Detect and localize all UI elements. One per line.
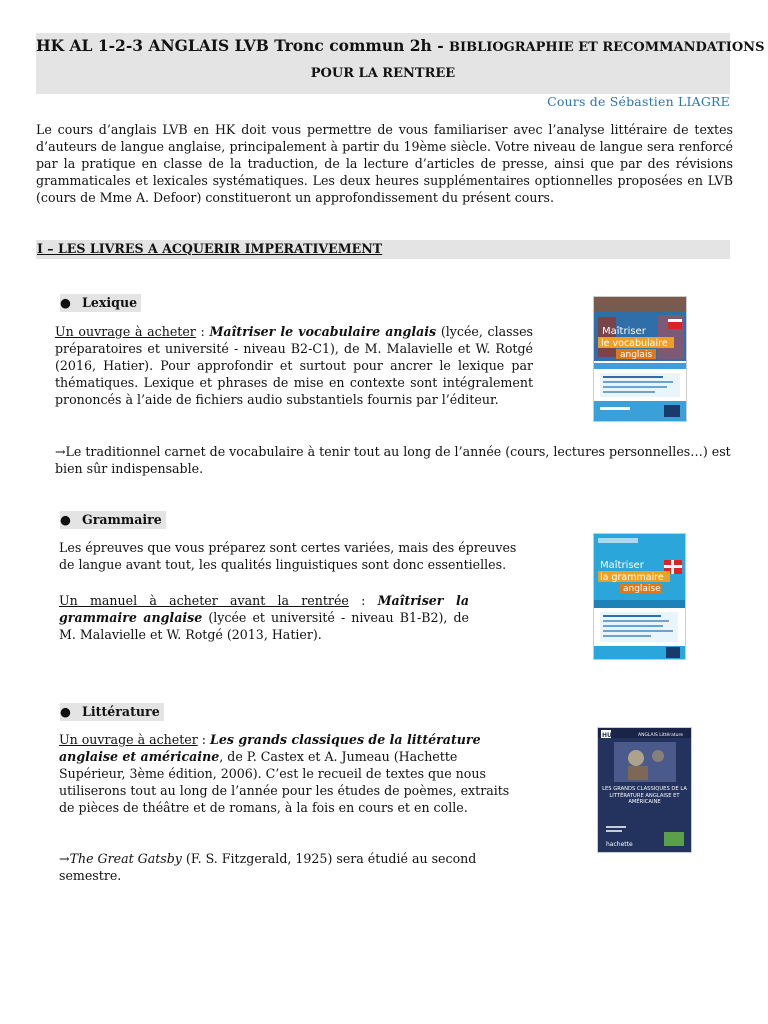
separator: : — [195, 324, 210, 339]
cover-title: LES GRANDS CLASSIQUES DE LA LITTÉRATURE ANGLAISE ET AMÉRICAINE — [602, 786, 687, 806]
cover-line3: anglaise — [623, 584, 661, 594]
bullet-icon: ● — [60, 704, 71, 719]
lexique-paragraph — [55, 323, 533, 408]
litterature-paragraph — [59, 731, 525, 816]
litterature-lead: Un ouvrage à acheter — [59, 732, 198, 747]
book-cover-vocabulaire — [594, 297, 686, 421]
bullet-icon: ● — [60, 295, 71, 310]
cover-line2: le vocabulaire — [601, 338, 668, 349]
cover-line1: Maîtriser — [602, 326, 646, 337]
lexique-heading — [60, 294, 141, 312]
cover-line2: la grammaire — [600, 572, 664, 583]
grammaire-paragraph-1: Les épreuves que vous préparez sont certes variées, mais des épreuves de langue avant tout, les qualités linguistiques sont donc essentielles. — [59, 540, 517, 572]
lexique-lead: Un ouvrage à acheter — [55, 324, 196, 339]
cover-publisher: hachette — [606, 841, 633, 848]
book-cover-grammaire — [594, 534, 685, 659]
bullet-icon: ● — [60, 512, 71, 527]
lexique-book-title: Maîtriser le vocabulaire anglais — [209, 324, 437, 339]
separator: : — [348, 593, 378, 608]
separator: : — [197, 732, 211, 747]
grammaire-heading-label: Grammaire — [82, 512, 162, 527]
grammaire-paragraph-2 — [59, 592, 469, 643]
grammaire-lead: Un manuel à acheter avant la rentrée — [59, 593, 349, 608]
cover-line3: anglais — [620, 350, 653, 360]
lexique-heading-label: Lexique — [82, 295, 138, 310]
author-line: Cours de Sébastien LIAGRE — [547, 94, 730, 109]
grammaire-text: (lycée et université - niveau B1-B2), de M. Malavielle et W. Rotgé (2013, Hatier). — [59, 610, 469, 642]
litterature-text: , de P. Castex et A. Jumeau (Hachette Supérieur, 3ème édition, 2006). C’est le recueil de textes que nous utiliserons tout au long de l’année pour les études de poèmes, extraits de pièces de théâtre et de romans, à la fois en cours et en colle. — [59, 749, 510, 815]
note-text: (F. S. Fitzgerald, 1925) sera étudié au second semestre. — [59, 851, 477, 883]
arrow-icon: → — [59, 851, 70, 866]
book-cover-litterature — [598, 728, 691, 852]
title-main: HK AL 1-2-3 ANGLAIS LVB Tronc commun 2h - — [36, 36, 450, 55]
grammaire-heading — [60, 511, 166, 529]
lexique-note: →Le traditionnel carnet de vocabulaire à tenir tout au long de l’année (cours, lectures personnelles…) est bien sûr indispensable. — [55, 444, 731, 476]
cover-badge: HU — [602, 732, 612, 739]
note-book-title: The Great Gatsby — [69, 851, 182, 866]
litterature-heading — [60, 703, 164, 721]
litterature-note — [59, 850, 529, 884]
lexique-text: (lycée, classes préparatoires et université - niveau B2-C1), de M. Malavielle et W. Rotgé (2016, Hatier). Pour approfondir et surtout pour ancrer le lexique par thématiques. Lexique et phrases de mise en contexte sont intégralement prononcés à l’aide de fichiers audio substantiels fournis par l’éditeur. — [55, 324, 533, 407]
title-rest: BIBLIOGRAPHIE ET RECOMMANDATIONS — [449, 40, 765, 55]
page-title-line2: POUR LA RENTREE — [310, 66, 456, 81]
cover-line1: Maîtriser — [600, 560, 644, 571]
page-title — [36, 36, 765, 55]
litterature-heading-label: Littérature — [82, 704, 160, 719]
litterature-book-title: Les grands classiques de la littérature anglaise et américaine — [59, 732, 481, 764]
section-title: I – LES LIVRES A ACQUERIR IMPERATIVEMENT — [37, 241, 383, 256]
cover-series: ANGLAIS Littérature — [638, 733, 684, 738]
intro-paragraph: Le cours d’anglais LVB en HK doit vous permettre de vous familiariser avec l’analyse littéraire de textes d’auteurs de langue anglaise, principalement à partir du 19ème siècle. Votre niveau de langue sera renforcé par la pratique en classe de la traduction, de la lecture d’articles de presse, ainsi que par des révisions grammaticales et lexicales systématiques. Les deux heures supplémentaires optionnelles proposées en LVB (cours de Mme A. Defoor) constitueront un approfondissement du présent cours. — [36, 122, 733, 205]
grammaire-book-title: Maîtriser la grammaire anglaise — [59, 593, 469, 625]
